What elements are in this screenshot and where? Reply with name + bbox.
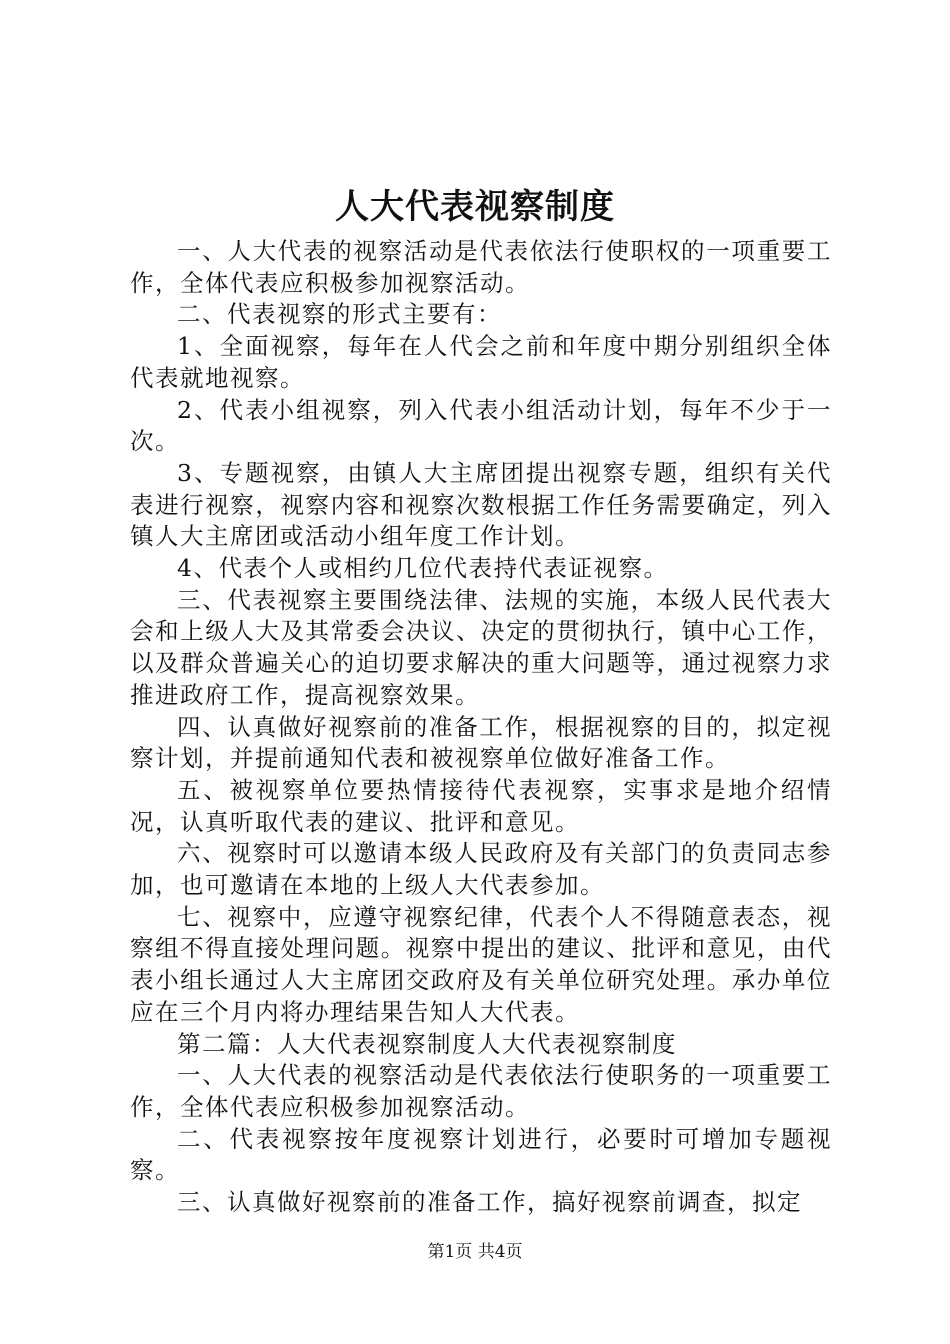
page-footer: 第1页 共4页: [427, 1242, 523, 1262]
paragraph: 一、人大代表的视察活动是代表依法行使职务的一项重要工作，全体代表应积极参加视察活动。: [130, 1061, 832, 1121]
paragraph: 四、认真做好视察前的准备工作，根据视察的目的，拟定视察计划，并提前通知代表和被视察单位做好准备工作。: [130, 712, 832, 773]
paragraph: 1、全面视察，每年在人代会之前和年度中期分别组织全体代表就地视察。: [130, 332, 832, 392]
document-title: 人大代表视察制度: [335, 187, 615, 227]
paragraph: 一、人大代表的视察活动是代表依法行使职权的一项重要工作，全体代表应积极参加视察活动。: [130, 237, 832, 297]
paragraph: 六、视察时可以邀请本级人民政府及有关部门的负责同志参加，也可邀请在本地的上级人大代表参加。: [130, 839, 832, 900]
paragraph: 三、认真做好视察前的准备工作，搞好视察前调查，拟定: [177, 1188, 802, 1217]
paragraph: 三、代表视察主要围绕法律、法规的实施，本级人民代表大会和上级人大及其常委会决议、决定的贯彻执行，镇中心工作，以及群众普遍关心的迫切要求解决的重大问题等，通过视察力求推进政府工作，提高视察效果。: [130, 585, 832, 709]
paragraph: 二、代表视察按年度视察计划进行，必要时可增加专题视察。: [130, 1124, 832, 1185]
paragraph: 二、代表视察的形式主要有：: [177, 300, 502, 329]
paragraph: 3、专题视察，由镇人大主席团提出视察专题，组织有关代表进行视察，视察内容和视察次数根据工作任务需要确定，列入镇人大主席团或活动小组年度工作计划。: [130, 458, 832, 551]
section-heading: 第二篇：人大代表视察制度人大代表视察制度: [177, 1029, 677, 1058]
document-body: [130, 236, 832, 1219]
paragraph: 七、视察中，应遵守视察纪律，代表个人不得随意表态，视察组不得直接处理问题。视察中提出的建议、批评和意见，由代表小组长通过人大主席团交政府及有关单位研究处理。承办单位应在三个月内将办理结果告知人大代表。: [130, 902, 832, 1026]
paragraph: 2、代表小组视察，列入代表小组活动计划，每年不少于一次。: [130, 395, 832, 456]
paragraph: 五、被视察单位要热情接待代表视察，实事求是地介绍情况，认真听取代表的建议、批评和意见。: [130, 775, 832, 836]
paragraph: 4、代表个人或相约几位代表持代表证视察。: [177, 554, 669, 583]
